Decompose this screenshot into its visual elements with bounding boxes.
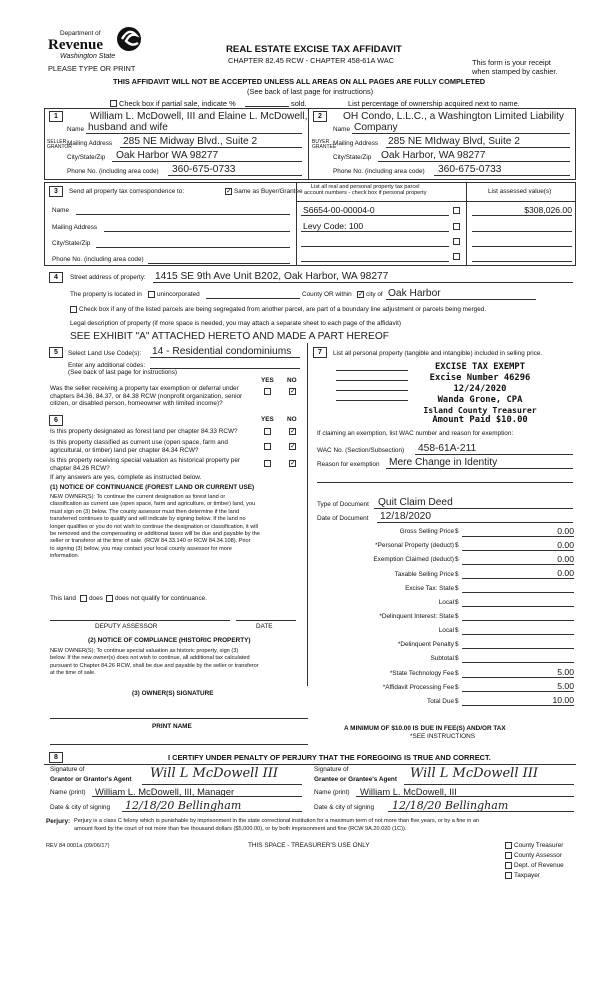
fee-value[interactable]: 5.00	[557, 667, 574, 677]
seller-mail-value[interactable]: 285 NE Midway Blvd., Suite 2	[123, 136, 258, 147]
grantor-date-value[interactable]: 12/18/20 Bellingham	[125, 799, 242, 812]
parcel-2[interactable]: Levy Code: 100	[303, 221, 364, 231]
parcel-3-personal-checkbox[interactable]	[453, 238, 460, 245]
forest-question: Is this property designated as forest land per chapter 84.33 RCW?	[50, 428, 238, 435]
copy-taxpayer-checkbox[interactable]	[505, 872, 512, 879]
dollar-sign: $	[455, 655, 459, 662]
buyer-name-line2[interactable]: Company	[354, 122, 398, 133]
grantor-name-label: Name (print)	[50, 789, 86, 796]
dollar-sign: $	[455, 613, 459, 620]
seller-city-value[interactable]: Oak Harbor WA 98277	[116, 150, 219, 161]
partial-sale-checkbox[interactable]	[110, 100, 117, 107]
current-use-no-checkbox[interactable]: ✓	[290, 443, 296, 450]
dollar-sign: $	[455, 670, 459, 677]
city-value[interactable]: Oak Harbor	[388, 288, 441, 299]
section-6-number: 6	[49, 415, 63, 426]
treasurer-use-label: THIS SPACE - TREASURER'S USE ONLY	[248, 842, 370, 849]
warning: THIS AFFIDAVIT WILL NOT BE ACCEPTED UNLESS ALL AREAS ON ALL PAGES ARE FULLY COMPLETED	[113, 77, 486, 86]
grantor-name-value[interactable]: William L. McDowell, III, Manager	[95, 786, 235, 797]
notice1-title: (1) NOTICE OF CONTINUANCE (FOREST LAND OR CURRENT USE)	[50, 484, 255, 491]
buyer-city-label: City/State/Zip	[333, 154, 372, 161]
buyer-mail-label: Mailing Address	[333, 140, 379, 147]
if-any-note: If any answers are yes, complete as instructed below.	[50, 474, 202, 481]
current-use-yes-checkbox[interactable]	[264, 443, 271, 450]
wac-value[interactable]: 458-61A-211	[418, 443, 477, 454]
stamp-line-3: 12/24/2020	[453, 384, 507, 394]
list-pct-label: List percentage of ownership acquired next to name.	[348, 99, 520, 108]
s5-no: NO	[287, 377, 297, 384]
buyer-phone-value[interactable]: 360-675-0733	[438, 164, 502, 175]
owner-signature-title: (3) OWNER(S) SIGNATURE	[132, 690, 214, 697]
assessed-value-1[interactable]: $308,026.00	[524, 205, 572, 215]
seller-name-label: Name	[67, 126, 85, 133]
segregated-checkbox[interactable]	[70, 306, 77, 313]
city-of-label: city of	[366, 291, 383, 298]
section-8-number: 8	[49, 752, 63, 763]
dollar-sign: $	[455, 641, 459, 648]
seller-phone-label: Phone No. (including area code)	[67, 168, 159, 175]
exemption-question: Was the seller receiving a property tax exemption or deferral under chapters 84.36, 84.37, or 84.38 RCW (nonprofit organization, senior citizen, or disabled person, homeowner with limited income)?	[50, 385, 243, 408]
buyer-phone-label: Phone No. (including area code)	[333, 168, 425, 175]
s6-no: NO	[287, 416, 297, 423]
form-subtitle: CHAPTER 82.45 RCW - CHAPTER 458-61A WAC	[228, 56, 395, 65]
form-title: REAL ESTATE EXCISE TAX AFFIDAVIT	[226, 44, 402, 55]
please-type: PLEASE TYPE OR PRINT	[48, 64, 136, 73]
dollar-sign: $	[455, 528, 459, 535]
grantee-agent-label: Grantee or Grantee's Agent	[314, 776, 397, 783]
assessed-header: List assessed value(s)	[488, 188, 552, 195]
doc-date-value[interactable]: 12/18/2020	[380, 511, 431, 522]
dollar-sign: $	[455, 599, 459, 606]
street-value[interactable]: 1415 SE 9th Ave Unit B202, Oak Harbor, WA 98277	[155, 271, 389, 282]
grantor-sig-of: Signature of	[50, 766, 85, 773]
dept-line2: Revenue	[48, 37, 103, 53]
grantor-agent-label: Grantor or Grantor's Agent	[50, 776, 132, 783]
fee-value[interactable]: 0.00	[557, 526, 574, 536]
claiming-exemption-label: If claiming an exemption, list WAC number and reason for exemption:	[317, 430, 514, 437]
notice2-body: NEW OWNER(S): To continue special valuation as historic property, sign (3) below. If the new owner(s) does not wish to continue, all additional tax calculated pursuant to Chapter 84.26 RCW, shall be due and payable by the seller or transferor at the time of sale.	[50, 648, 259, 677]
buyer-vertical-label: BUYER GRANTEE	[312, 139, 337, 151]
dept-line1: Department of	[60, 30, 101, 37]
doc-type-value[interactable]: Quit Claim Deed	[378, 497, 453, 508]
fee-value[interactable]: 0.00	[557, 554, 574, 564]
grantee-sig-of: Signature of	[314, 766, 349, 773]
segregated-label: Check box if any of the listed parcels are being segregated from another parcel, are part of a boundary line adjustment or parcels being merged.	[79, 306, 487, 313]
minimum-due: A MINIMUM OF $10.00 IS DUE IN FEE(S) AND/OR TAX	[344, 725, 506, 732]
notice2-title: (2) NOTICE OF COMPLIANCE (HISTORIC PROPERTY)	[88, 637, 251, 644]
this-land-label: This land	[50, 595, 76, 602]
fee-value[interactable]: 10.00	[552, 695, 574, 705]
corr-name-label: Name	[52, 207, 70, 214]
grantor-date-label: Date & city of signing	[50, 804, 111, 811]
land-use-label: Select Land Use Code(s):	[68, 350, 142, 357]
fee-value[interactable]: 0.00	[557, 568, 574, 578]
copy-dept-revenue: Dept. of Revenue	[514, 862, 564, 869]
seller-mail-label: Mailing Address	[67, 140, 113, 147]
doc-type-label: Type of Document	[317, 501, 369, 508]
parcel-1-personal-checkbox[interactable]	[453, 207, 460, 214]
fee-label: *Delinquent Penalty	[397, 641, 454, 648]
corr-city-label: City/State/Zip	[52, 240, 91, 247]
stamp-line-4: Wanda Grone, CPA	[437, 395, 523, 405]
dollar-sign: $	[455, 698, 459, 705]
dollar-sign: $	[455, 684, 459, 691]
located-label: The property is located in	[70, 291, 142, 298]
parcel-header: List all real and personal property tax parcel account numbers - check box if personal property	[304, 184, 427, 197]
dollar-sign: $	[455, 627, 459, 634]
seller-name-line2[interactable]: husband and wife	[88, 122, 168, 133]
personal-property-label: List all personal property (tangible and intangible) included in selling price.	[333, 350, 543, 357]
seller-name-line1[interactable]: William L. McDowell, III and Elaine L. McDowell,	[90, 111, 308, 122]
partial-sale-label: Check box if partial sale, indicate %	[119, 99, 236, 108]
does-not-checkbox[interactable]	[106, 595, 113, 602]
fee-label: Exemption Claimed (deduct)	[373, 556, 454, 563]
grantor-signature[interactable]: Will L McDowell III	[150, 766, 279, 781]
buyer-city-value[interactable]: Oak Harbor, WA 98277	[381, 150, 486, 161]
revision-label: REV 84 0001a (09/06/17)	[46, 843, 110, 849]
fee-label: *Affidavit Processing Fee	[382, 684, 454, 691]
fee-label: Excise Tax: State	[405, 585, 454, 592]
copy-county-treasurer: County Treasurer	[514, 842, 564, 849]
fee-label: *State Technology Fee	[389, 670, 454, 677]
fee-label: *Delinquent Interest: State	[379, 613, 454, 620]
copy-county-assessor: County Assessor	[514, 852, 562, 859]
doc-date-label: Date of Document	[317, 515, 369, 522]
legal-label: Legal description of property (if more space is needed, you may attach a separate sheet to each page of the affidavit)	[70, 320, 401, 327]
forest-no-checkbox[interactable]: ✓	[290, 428, 296, 435]
does-not-label: does not qualify for continuance.	[115, 595, 208, 602]
exemption-yes-checkbox[interactable]	[264, 388, 271, 395]
same-as-buyer-checkbox[interactable]: ✓	[226, 188, 232, 195]
see-back: (See back of last page for instructions)	[247, 87, 374, 96]
grantee-name-label: Name (print)	[314, 789, 350, 796]
grantee-signature[interactable]: Will L McDowell III	[410, 766, 539, 781]
deputy-date-label: DATE	[256, 623, 273, 630]
copy-dept-revenue-checkbox[interactable]	[505, 862, 512, 869]
fee-label: Local	[438, 599, 454, 606]
city-of-checkbox[interactable]: ✓	[358, 291, 364, 298]
copy-county-assessor-checkbox[interactable]	[505, 852, 512, 859]
s6-yes: YES	[261, 416, 274, 423]
section-5-number: 5	[49, 347, 63, 358]
section-4-number: 4	[49, 272, 63, 283]
perjury-label: Perjury:	[46, 818, 71, 825]
seller-phone-value[interactable]: 360-675-0733	[172, 164, 236, 175]
dollar-sign: $	[455, 542, 459, 549]
historic-no-checkbox[interactable]: ✓	[290, 460, 296, 467]
section-3-number: 3	[49, 186, 63, 197]
certify-statement: I CERTIFY UNDER PENALTY OF PERJURY THAT THE FOREGOING IS TRUE AND CORRECT.	[168, 753, 491, 762]
stamp-line-2: Excise Number 46296	[429, 373, 531, 383]
seller-city-label: City/State/Zip	[67, 154, 106, 161]
send-correspondence-label: Send all property tax correspondence to:	[69, 188, 185, 195]
does-checkbox[interactable]	[80, 595, 87, 602]
parcel-1[interactable]: S6654-00-00004-0	[303, 205, 375, 215]
s5-yes: YES	[261, 377, 274, 384]
parcel-4-personal-checkbox[interactable]	[453, 253, 460, 260]
seller-vertical-label: SELLER GRANTOR	[47, 139, 72, 151]
buyer-name-line1[interactable]: OH Condo, L.L.C., a Washington Limited Liability	[343, 111, 565, 122]
perjury-text: Perjury is a class C felony which is punishable by imprisonment in the state correctional institution for a maximum term of not more than five years, or by a fine in an amount fixed by the court of not more than five thousand dollars ($5,000.00), or by both imprisonment and fine (RCW 9A.20.020 (1C)).	[74, 818, 480, 832]
exhibit-text[interactable]: SEE EXHIBIT "A" ATTACHED HERETO AND MADE A PART HEREOF	[70, 331, 389, 342]
fee-label: Taxable Selling Price	[394, 571, 454, 578]
deputy-assessor-label: DEPUTY ASSESSOR	[95, 623, 158, 630]
see-instructions: *SEE INSTRUCTIONS	[410, 733, 475, 740]
reason-value[interactable]: Mere Change in Identity	[389, 457, 498, 468]
grantee-name-value[interactable]: William L. McDowell, III	[360, 786, 457, 797]
fee-label: Local	[438, 627, 454, 634]
additional-codes-label: Enter any additional codes:	[68, 362, 146, 369]
fee-label: *Personal Property (deduct)	[375, 542, 454, 549]
stamp-line-6: Amount Paid $10.00	[432, 415, 528, 425]
current-use-question: Is this property classified as current use (open space, farm and agricultural, or timber) land per chapter 84.34 RCW?	[50, 439, 228, 454]
historic-yes-checkbox[interactable]	[264, 460, 271, 467]
stamp-line-5: Island County Treasurer	[423, 405, 537, 415]
buyer-mail-value[interactable]: 285 NE MIdway Blvd, Suite 2	[388, 136, 520, 147]
dollar-sign: $	[455, 571, 459, 578]
dollar-sign: $	[455, 585, 459, 592]
grantee-date-value[interactable]: 12/18/20 Bellingham	[392, 799, 509, 812]
street-label: Street address of property:	[70, 274, 146, 281]
sold-label: sold.	[291, 99, 307, 108]
land-use-value[interactable]: 14 - Residential condominiums	[152, 346, 292, 357]
historic-question: Is this property receiving special valuation as historical property per chapter 84.26 RCW?	[50, 457, 241, 472]
does-label: does	[89, 595, 103, 602]
wac-label: WAC No. (Section/Subsection)	[317, 447, 405, 454]
print-name-label: PRINT NAME	[152, 723, 192, 730]
forest-yes-checkbox[interactable]	[264, 428, 271, 435]
additional-codes-note: (See back of last page for instructions)	[68, 369, 178, 376]
exemption-no-checkbox[interactable]: ✓	[290, 388, 296, 395]
buyer-name-label: Name	[333, 126, 351, 133]
unincorporated-checkbox[interactable]	[148, 291, 155, 298]
dollar-sign: $	[455, 556, 459, 563]
fee-value[interactable]: 5.00	[557, 681, 574, 691]
copy-taxpayer: Taxpayer	[514, 872, 540, 879]
section-2-number: 2	[313, 111, 327, 122]
dor-logo-icon	[114, 25, 144, 53]
fee-label: Subtotal	[430, 655, 454, 662]
grantee-date-label: Date & city of signing	[314, 804, 375, 811]
unincorporated-label: unincorporated	[157, 291, 200, 298]
reason-label: Reason for exemption	[317, 461, 380, 468]
stamp-line-1: EXCISE TAX EXEMPT	[434, 362, 526, 372]
parcel-2-personal-checkbox[interactable]	[453, 223, 460, 230]
fee-label: Gross Selling Price	[399, 528, 454, 535]
section-1-number: 1	[49, 111, 63, 122]
notice1-body: NEW OWNER(S): To continue the current designation as forest land or classification as current use (open space, farm and agriculture, or timber) land, you must sign on (3) below. The county assessor must then determine if the land transferred continues to qualify and will indicate by signing below. If the land no longer qualifies or you do not wish to continue the designation or classification, it will be removed and the compensating or additional taxes will be due and payable by the seller or transferor at the time of sale. (RCW 84.33.140 or RCW 84.34.108). Prior to signing (3) below, you may contact your local county assessor for more information.	[50, 494, 260, 560]
receipt-note: This form is your receipt when stamped by cashier.	[472, 58, 558, 76]
corr-phone-label: Phone No. (including area code)	[52, 256, 144, 263]
fee-label: Total Due	[427, 698, 454, 705]
copy-county-treasurer-checkbox[interactable]	[505, 842, 512, 849]
fee-value[interactable]: 0.00	[557, 540, 574, 550]
dept-line3: Washington State	[60, 53, 116, 60]
section-7-number: 7	[313, 347, 327, 358]
corr-mail-label: Mailing Address	[52, 224, 98, 231]
same-as-buyer-label: Same as Buyer/Grantee	[234, 188, 303, 195]
county-or-label: County OR within	[302, 291, 352, 298]
